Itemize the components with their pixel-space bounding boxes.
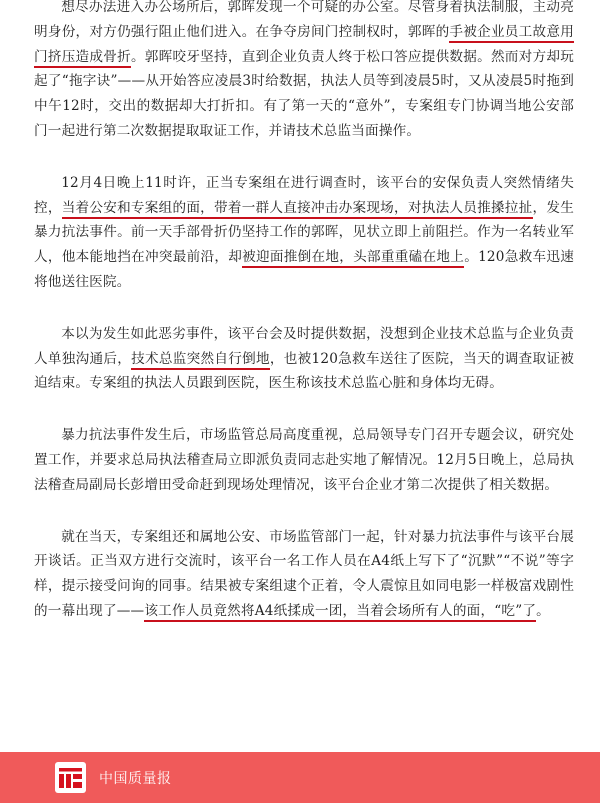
text-segment: 。: [536, 602, 550, 619]
article-paragraph: [34, 0, 574, 144]
text-segment: 12月4日晚上11时许，正当专案组在进行调查时，该平台的安保负责人突然情绪失控，: [34, 174, 574, 216]
highlighted-text: 手被企业员工故意用门挤压造成骨折: [34, 24, 574, 68]
highlighted-text: 被迎面推倒在地，头部重重磕在地上: [242, 249, 464, 268]
footer-bar: [0, 752, 600, 803]
article-paragraph: [34, 525, 574, 624]
text-segment: 本以为发生如此恶劣事件，该平台会及时提供数据，没想到企业技术总监与企业负责人单独沟通后，: [34, 325, 574, 367]
text-segment: ，发生暴力抗法事件。前一天手部骨折仍坚持工作的郭晖，见状立即上前阻拦。作为一名转业军人，他本能地挡在冲突最前沿，却: [34, 199, 574, 266]
article-paragraph: [34, 423, 574, 497]
highlighted-text: 技术总监突然自行倒地: [131, 351, 270, 370]
highlighted-text: 当着公安和专案组的面，带着一群人直接冲击办案现场，对执法人员推搡拉扯: [62, 200, 533, 219]
text-segment: 。郭晖咬牙坚持，直到企业负责人终于松口答应提供数据。然而对方却玩起了“拖字诀”——从开始答应凌晨3时给数据，执法人员等到凌晨5时，又从凌晨5时拖到中午12时，交出的数据却大打折扣。有了第一天的“意外”，专案组专门协调当地公安部门一起进行第二次数据提取取证工作，并请技术总监当面操作。: [34, 48, 574, 139]
text-segment: 。120急救车迅速将他送往医院。: [34, 249, 574, 290]
article-body: [34, 0, 574, 651]
highlighted-text: 该工作人员竟然将A4纸揉成一团，当着会场所有人的面，“吃”了: [144, 603, 536, 622]
newspaper-logo-icon[interactable]: [54, 761, 87, 794]
text-segment: ，也被120急救车送往了医院，当天的调查取证被迫结束。专案组的执法人员跟到医院，医生称该技术总监心脏和身体均无碍。: [34, 350, 575, 392]
text-segment: 就在当天，专案组还和属地公安、市场监管部门一起，针对暴力抗法事件与该平台展开谈话。正当双方进行交流时，该平台一名工作人员在A4纸上写下了“沉默”“不说”等字样，提示接受问询的同事。结果被专案组逮个正着，令人震惊且如同电影一样极富戏剧性的一幕出现了——: [34, 528, 574, 619]
text-segment: 暴力抗法事件发生后，市场监管总局高度重视，总局领导专门召开专题会议，研究处置工作，并要求总局执法稽查局立即派负责同志赴实地了解情况。12月5日晚上，总局执法稽查局副局长彭增田受命赶到现场处理情况，该平台企业才第二次提供了相关数据。: [34, 427, 574, 493]
text-segment: 想尽办法进入办公场所后，郭晖发现一个可疑的办公室。尽管身着执法制服，主动亮明身份，对方仍强行阻止他们进入。在争夺房间门控制权时，郭晖的: [34, 0, 574, 40]
brand-name[interactable]: 中国质量报: [99, 770, 172, 787]
article-paragraph: [34, 171, 574, 295]
article-paragraph: [34, 322, 574, 396]
